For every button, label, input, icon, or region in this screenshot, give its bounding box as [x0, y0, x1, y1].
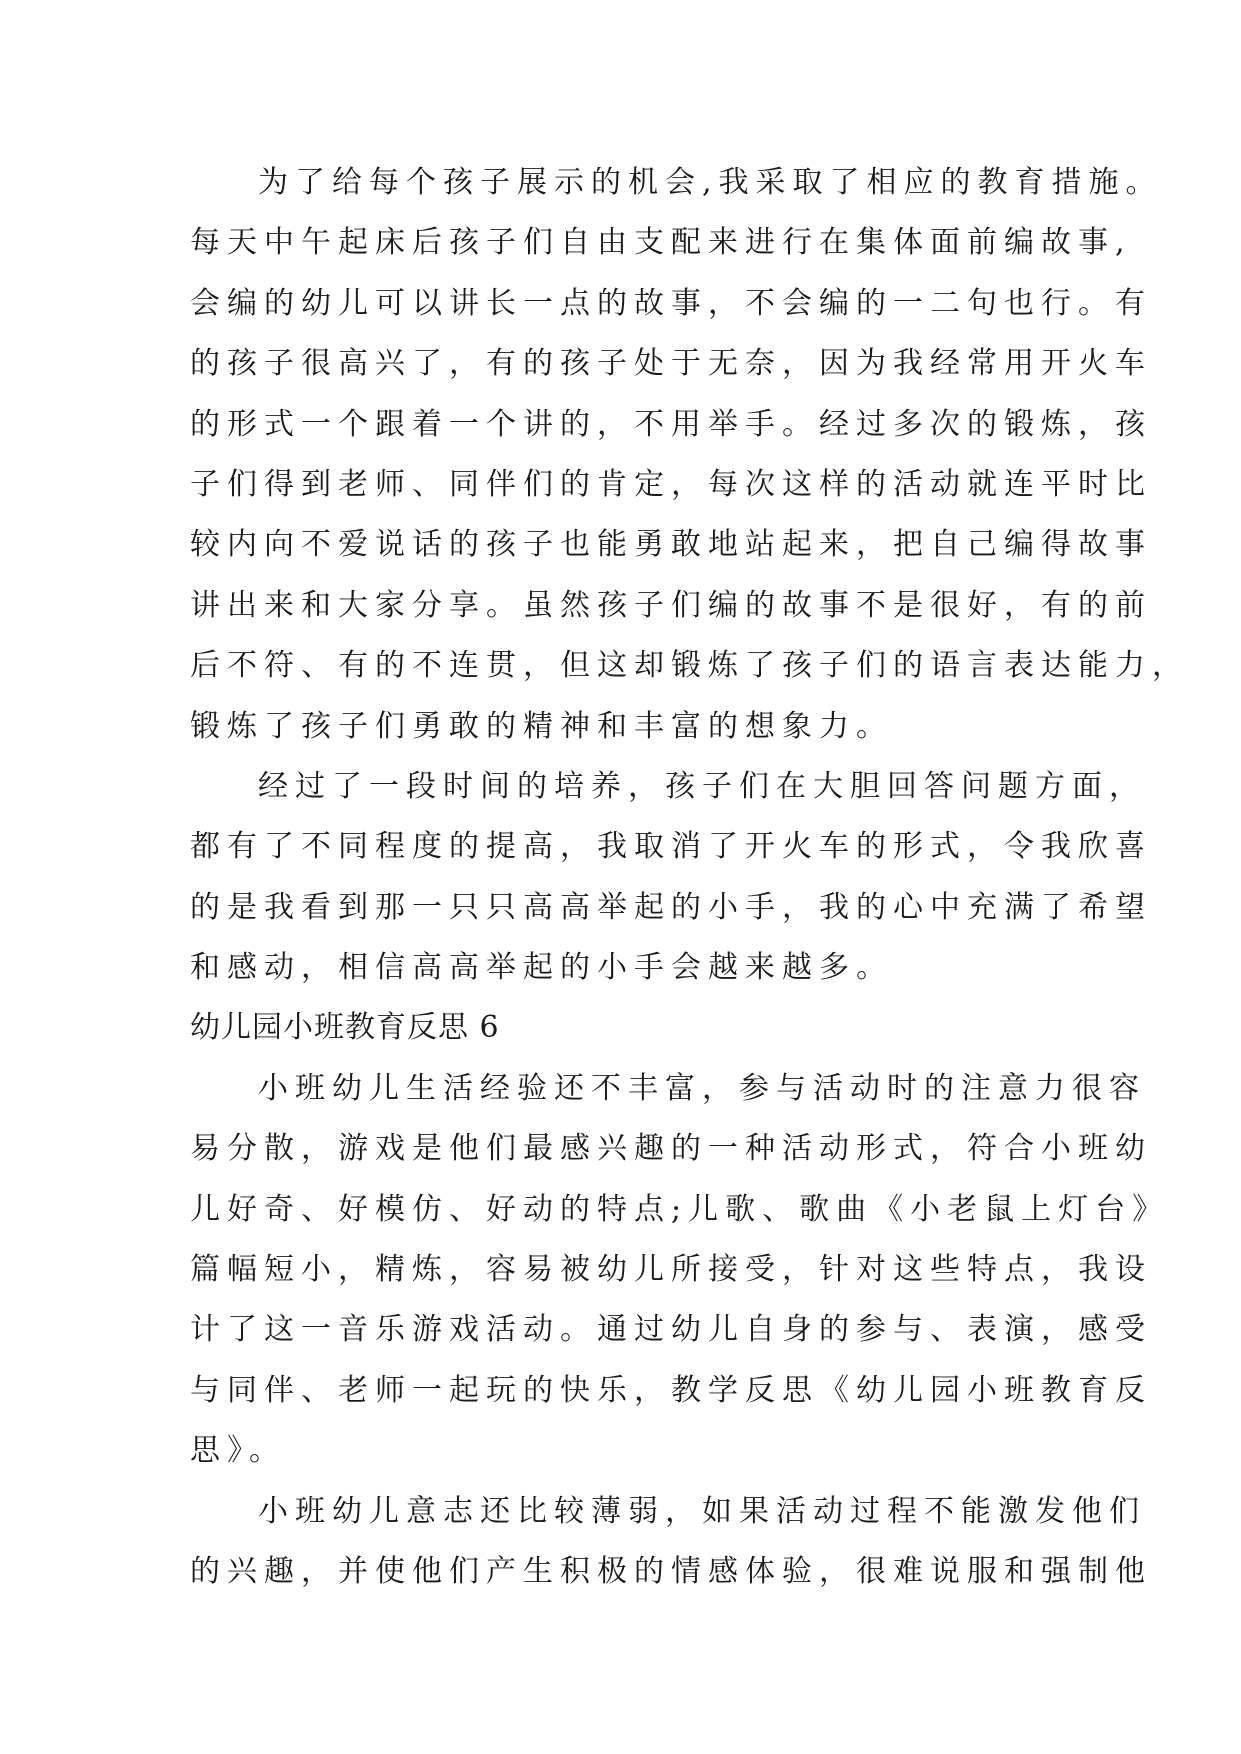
text-line: 与同伴、老师一起玩的快乐，教学反思《幼儿园小班教育反 [190, 1372, 1152, 1408]
text-line: 小班幼儿意志还比较薄弱，如果活动过程不能激发他们 [258, 1493, 1146, 1529]
paragraph [190, 757, 1152, 999]
section-heading-text: 幼儿园小班教育反思 6 [190, 1010, 500, 1046]
text-line: 为了给每个孩子展示的机会,我采取了相应的教育措施。 [258, 165, 1163, 200]
paragraph [190, 1482, 1152, 1603]
text-line: 会编的幼儿可以讲长一点的故事，不会编的一二句也行。有 [190, 285, 1152, 321]
text-line: 子们得到老师、同伴们的肯定，每次这样的活动就连平时比 [190, 466, 1152, 502]
text-line: 都有了不同程度的提高，我取消了开火车的形式，令我欣喜 [190, 829, 1152, 865]
text-line: 经过了一段时间的培养，孩子们在大胆回答问题方面， [258, 768, 1146, 804]
text-line: 的兴趣，并使他们产生积极的情感体验，很难说服和强制他 [190, 1553, 1152, 1589]
text-line: 易分散，游戏是他们最感兴趣的一种活动形式，符合小班幼 [190, 1131, 1152, 1167]
text-line: 计了这一音乐游戏活动。通过幼儿自身的参与、表演，感受 [190, 1312, 1152, 1348]
text-line: 的孩子很高兴了，有的孩子处于无奈，因为我经常用开火车 [190, 346, 1152, 382]
text-line: 儿好奇、好模仿、好动的特点;儿歌、歌曲《小老鼠上灯台》 [190, 1191, 1170, 1227]
text-line: 和感动，相信高高举起的小手会越来越多。 [190, 950, 893, 986]
text-line: 讲出来和大家分享。虽然孩子们编的故事不是很好，有的前 [190, 587, 1152, 623]
paragraph [190, 153, 1189, 757]
text-line: 小班幼儿生活经验还不丰富，参与活动时的注意力很容 [258, 1070, 1146, 1106]
text-line: 较内向不爱说话的孩子也能勇敢地站起来，把自己编得故事 [190, 527, 1152, 563]
text-line: 后不符、有的不连贯，但这却锻炼了孩子们的语言表达能力， [190, 648, 1189, 684]
text-line: 每天中午起床后孩子们自由支配来进行在集体面前编故事, [190, 225, 1132, 261]
paragraph [190, 1059, 1170, 1482]
document-body [190, 153, 1189, 1602]
text-line: 思》。 [190, 1433, 286, 1469]
text-line: 的是我看到那一只只高高举起的小手，我的心中充满了希望 [190, 889, 1152, 925]
text-line: 篇幅短小，精炼，容易被幼儿所接受，针对这些特点，我设 [190, 1252, 1152, 1288]
text-line: 的形式一个跟着一个讲的，不用举手。经过多次的锻炼，孩 [190, 406, 1152, 442]
section-heading [190, 998, 1070, 1058]
text-line: 锻炼了孩子们勇敢的精神和丰富的想象力。 [190, 708, 893, 744]
